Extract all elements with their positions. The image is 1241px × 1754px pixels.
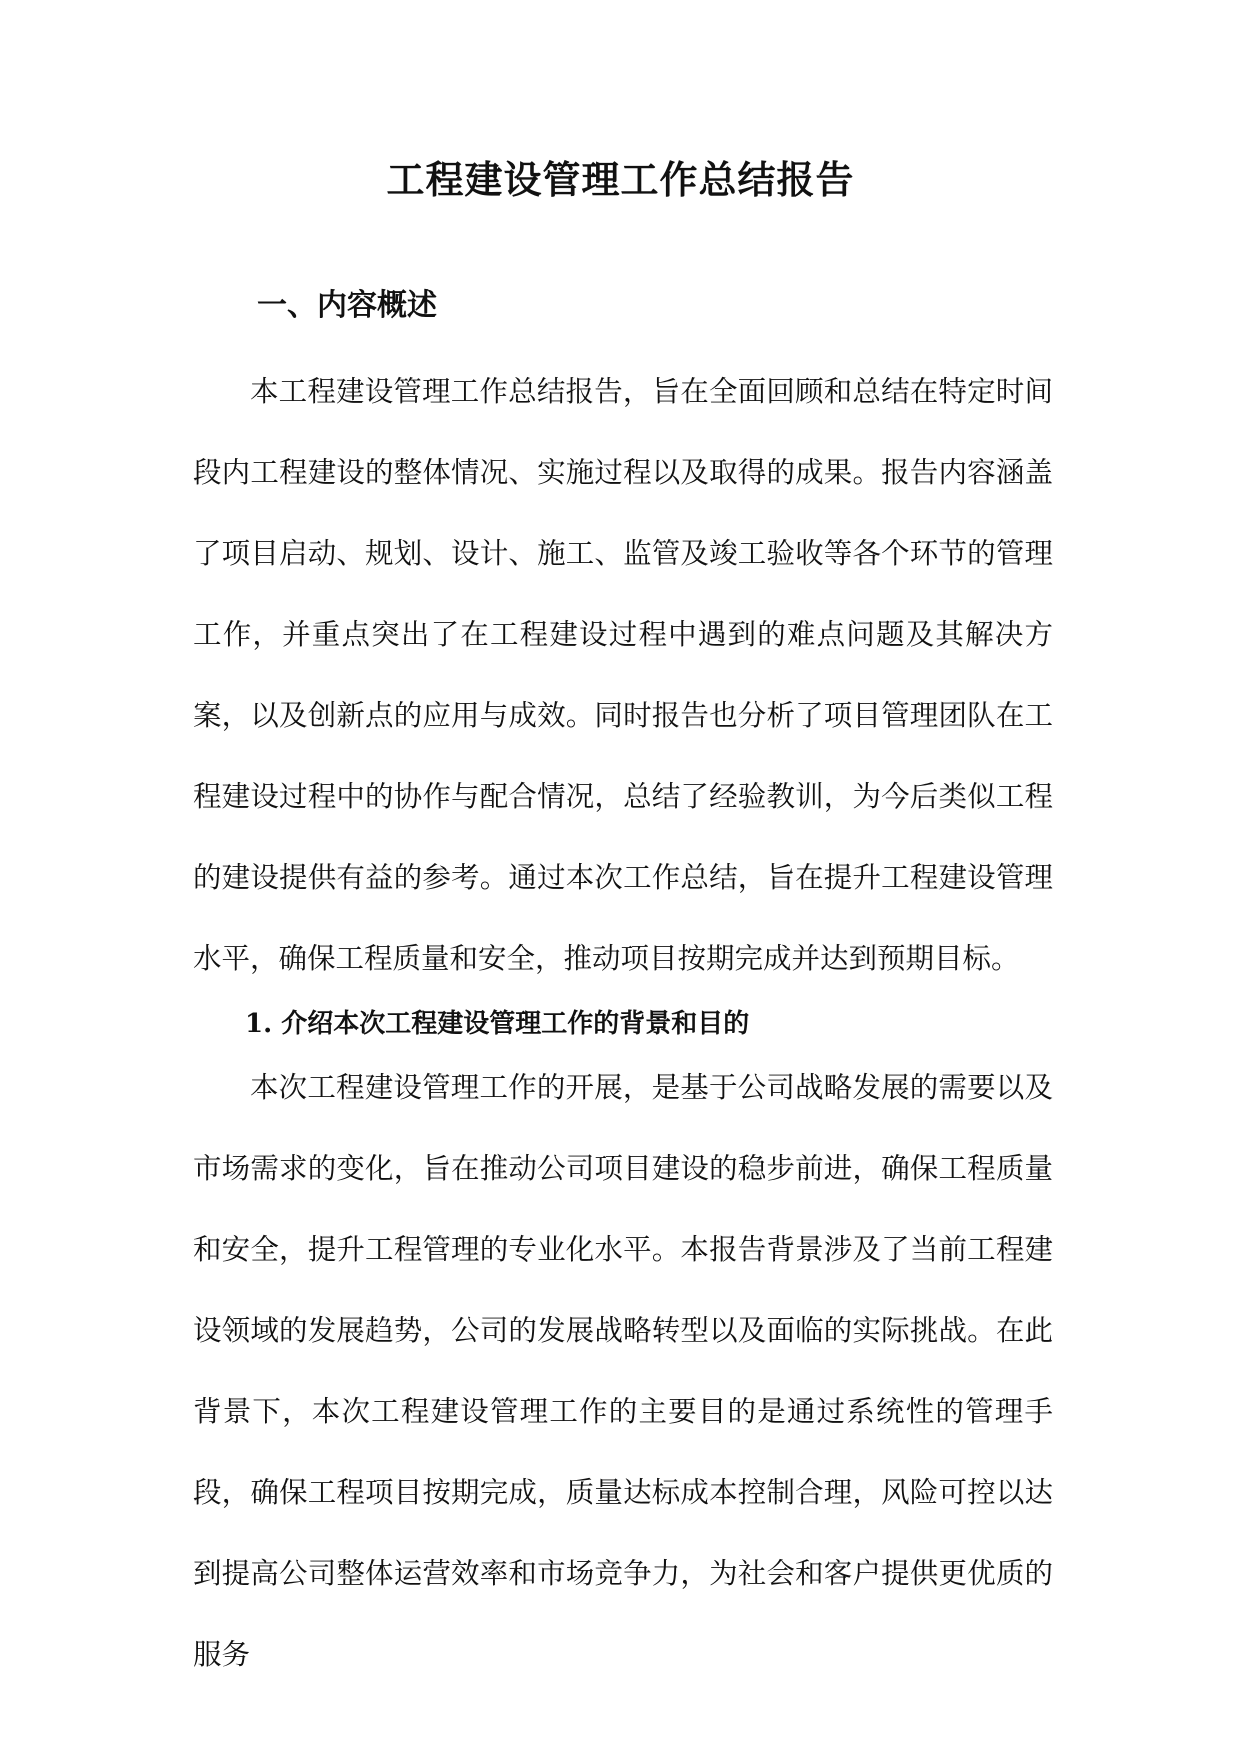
- background-paragraph: 本次工程建设管理工作的开展，是基于公司战略发展的需要以及市场需求的变化，旨在推动公司项目建设的稳步前进，确保工程质量和安全，提升工程管理的专业化水平。本报告背景涉及了当前工程建设领域的发展趋势，公司的发展战略转型以及面临的实际挑战。在此背景下，本次工程建设管理工作的主要目的是通过系统性的管理手段，确保工程项目按期完成，质量达标成本控制合理，风险可控以达到提高公司整体运营效率和市场竞争力，为社会和客户提供更优质的服务: [193, 1071, 1053, 1671]
- document-title: 工程建设管理工作总结报告: [386, 157, 855, 202]
- overview-paragraph: 本工程建设管理工作总结报告，旨在全面回顾和总结在特定时间段内工程建设的整体情况、实施过程以及取得的成果。报告内容涵盖了项目启动、规划、设计、施工、监管及竣工验收等各个环节的管理工作，并重点突出了在工程建设过程中遇到的难点问题及其解决方案，以及创新点的应用与成效。同时报告也分析了项目管理团队在工程建设过程中的协作与配合情况，总结了经验教训，为今后类似工程的建设提供有益的参考。通过本次工作总结，旨在提升工程建设管理水平，确保工程质量和安全，推动项目按期完成并达到预期目标。: [193, 375, 1053, 975]
- subsection-heading-background: 1. 介绍本次工程建设管理工作的背景和目的: [245, 1009, 750, 1039]
- section-heading-overview: 一、内容概述: [257, 288, 437, 323]
